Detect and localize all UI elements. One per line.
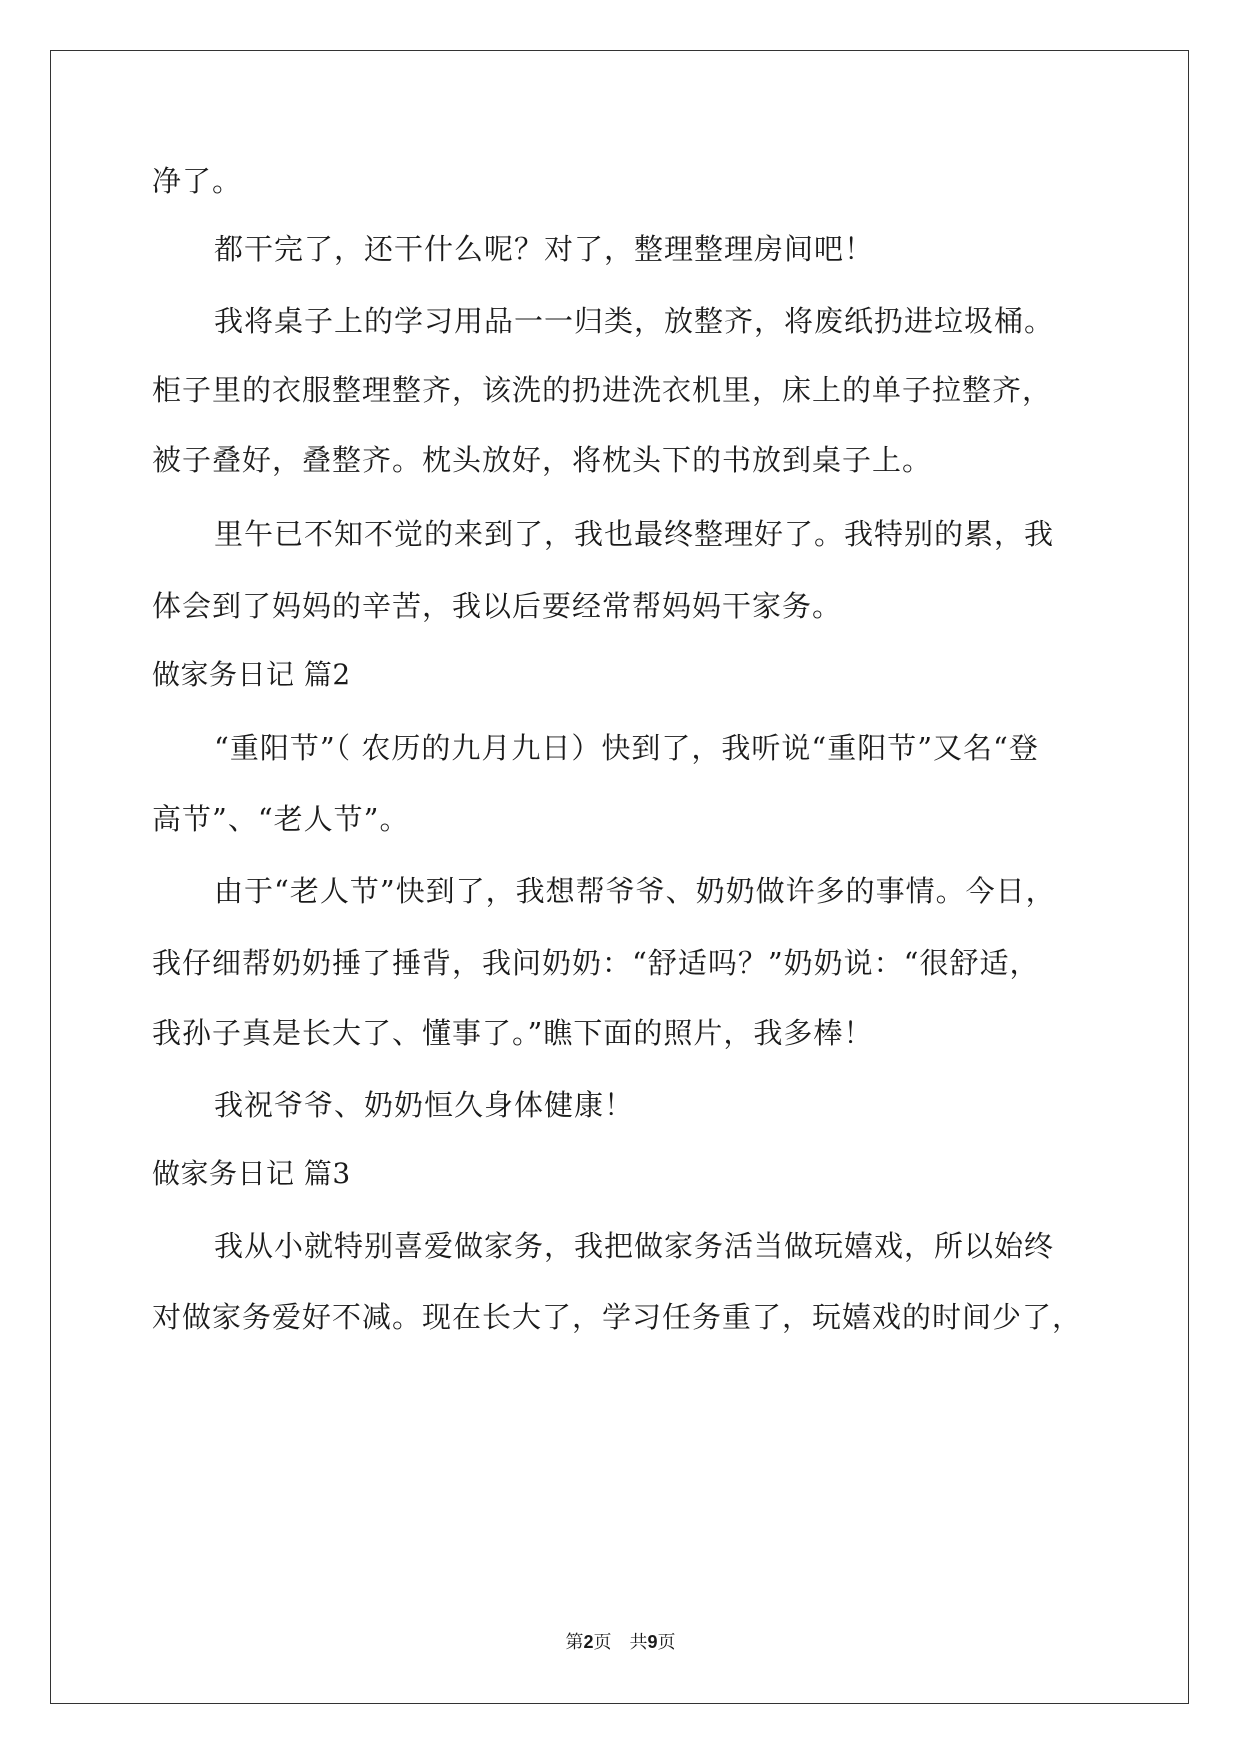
- total-pages: 9: [647, 1632, 658, 1652]
- paragraph-line: 我祝爷爷、奶奶恒久身体健康！: [214, 1088, 635, 1122]
- section-heading: 做家务日记 篇3: [152, 1157, 351, 1190]
- total-suffix: 页: [657, 1632, 676, 1653]
- paragraph-line: 里午已不知不觉的来到了，我也最终整理好了。我特别的累，我: [214, 517, 1055, 551]
- paragraph-line: 都干完了，还干什么呢？对了，整理整理房间吧！: [214, 232, 875, 266]
- paragraph-line: 由于“老人节”快到了，我想帮爷爷、奶奶做许多的事情。今日，: [214, 874, 1056, 908]
- section-heading: 做家务日记 篇2: [152, 658, 351, 691]
- paragraph-line: 被子叠好，叠整齐。枕头放好，将枕头下的书放到桌子上。: [152, 443, 933, 477]
- paragraph-line: 我仔细帮奶奶捶了捶背，我问奶奶：“舒适吗？”奶奶说：“很舒适，: [152, 946, 1040, 980]
- paragraph-line: 柜子里的衣服整理整齐，该洗的扔进洗衣机里，床上的单子拉整齐，: [152, 373, 1053, 407]
- paragraph-line: 高节”、“老人节”。: [152, 802, 410, 836]
- total-prefix: 共: [629, 1632, 648, 1653]
- paragraph-line: “重阳节”（ 农历的九月九日）快到了，我听说“重阳节”又名“登: [214, 731, 1039, 765]
- paragraph-line: 净了。: [152, 164, 243, 198]
- page-prefix: 第: [565, 1632, 584, 1653]
- paragraph-line: 我将桌子上的学习用品一一归类，放整齐，将废纸扔进垃圾桶。: [214, 304, 1055, 338]
- paragraph-line: 体会到了妈妈的辛苦，我以后要经常帮妈妈干家务。: [152, 589, 843, 623]
- paragraph-line: 我从小就特别喜爱做家务，我把做家务活当做玩嬉戏，所以始终: [214, 1229, 1055, 1263]
- page-footer: [0, 1628, 1241, 1654]
- paragraph-line: 我孙子真是长大了、懂事了。”瞧下面的照片，我多棒！: [152, 1016, 874, 1050]
- page-number: 2: [583, 1632, 594, 1652]
- paragraph-line: 对做家务爱好不减。现在长大了，学习任务重了，玩嬉戏的时间少了，: [152, 1300, 1083, 1334]
- page-suffix: 页: [593, 1632, 612, 1653]
